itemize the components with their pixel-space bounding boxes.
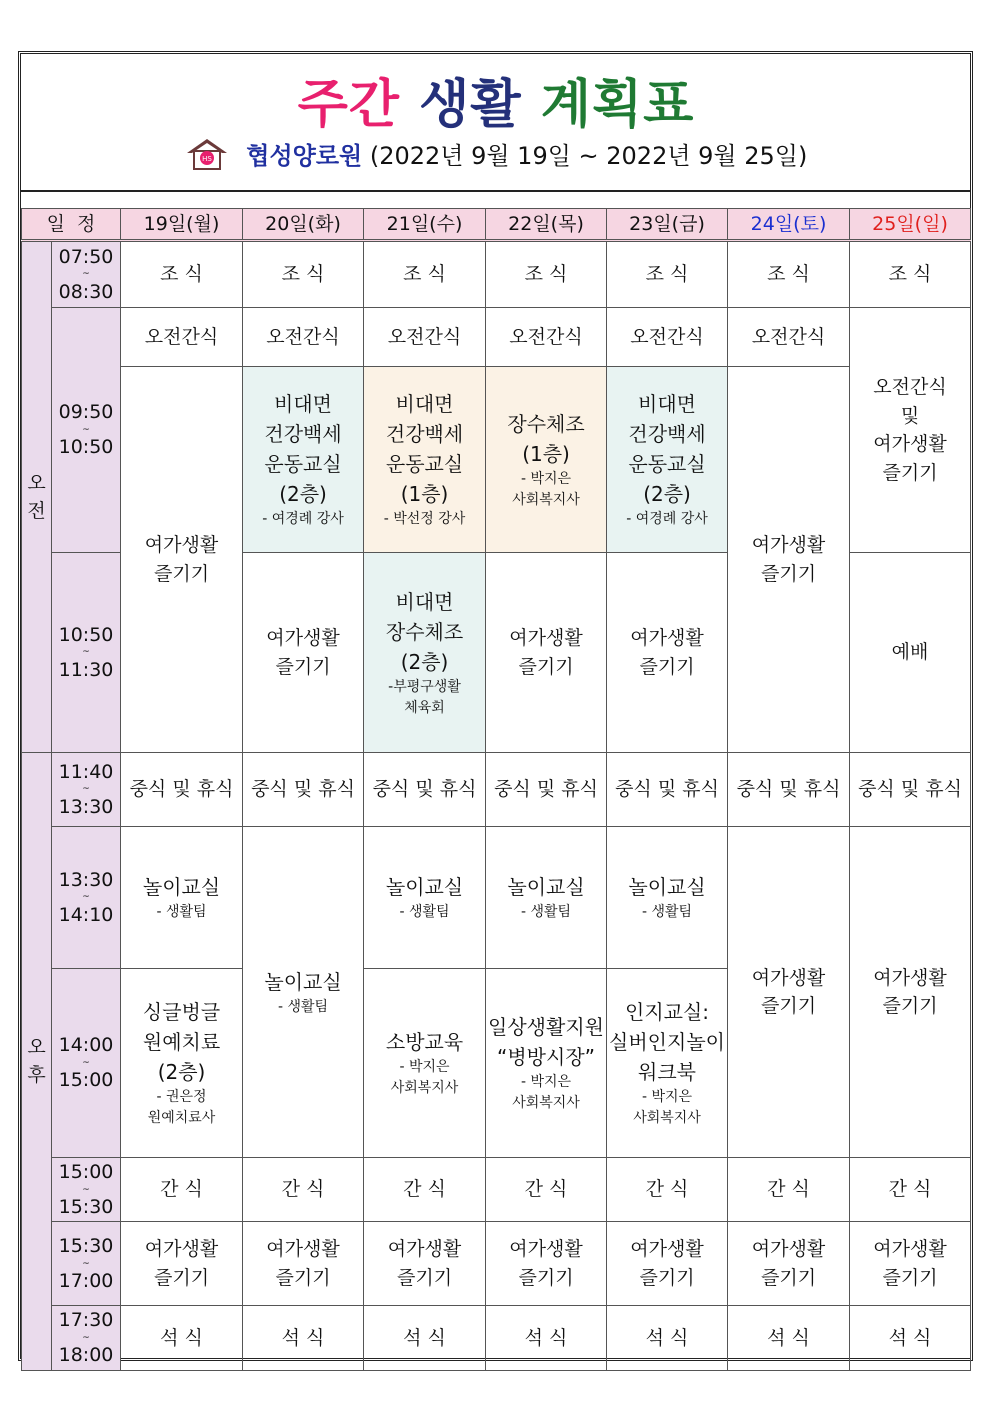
cell-fri-play: 놀이교실 - 생활팀 [607, 827, 728, 969]
day-header-sat: 24일(토) [728, 209, 850, 241]
schedule-table [21, 208, 971, 1371]
cell-lunch: 중식 및 휴식 [850, 753, 971, 827]
cell-breakfast: 조 식 [364, 241, 486, 308]
row-dinner [22, 1306, 971, 1370]
header-row [22, 209, 971, 241]
cell-lunch: 중식 및 휴식 [243, 753, 364, 827]
cell-mon-play: 놀이교실 - 생활팀 [121, 827, 243, 969]
cell-morning-snack: 오전간식 [486, 308, 607, 367]
divider [21, 190, 970, 192]
cell-breakfast: 조 식 [728, 241, 850, 308]
day-header-wed: 21일(수) [364, 209, 486, 241]
cell-lunch: 중식 및 휴식 [486, 753, 607, 827]
cell-sun-morning: 오전간식 및 여가생활 즐기기 [850, 308, 971, 553]
row-1330 [22, 827, 971, 969]
cell-dinner: 석 식 [728, 1306, 850, 1370]
cell-leisure: 여가생활 즐기기 [364, 1222, 486, 1306]
cell-snack: 간 식 [364, 1158, 486, 1222]
title-part-3: 계획표 [540, 75, 695, 135]
day-header-thu: 22일(목) [486, 209, 607, 241]
logo-text: HS [201, 155, 212, 163]
cell-leisure: 여가생활 즐기기 [486, 1222, 607, 1306]
cell-dinner: 석 식 [850, 1306, 971, 1370]
cell-dinner: 석 식 [243, 1306, 364, 1370]
cell-mon-gardening: 싱글벙글 원예치료 (2층) - 권은정 원예치료사 [121, 969, 243, 1158]
cell-leisure: 여가생활 즐기기 [607, 1222, 728, 1306]
day-header-fri: 23일(금) [607, 209, 728, 241]
cell-breakfast: 조 식 [486, 241, 607, 308]
time-1330: 13:30 ~ 14:10 [52, 827, 121, 969]
time-1530: 15:30 ~ 17:00 [52, 1222, 121, 1306]
cell-dinner: 석 식 [486, 1306, 607, 1370]
cell-sat-leisure: 여가생활 즐기기 [728, 367, 850, 753]
cell-lunch: 중식 및 휴식 [728, 753, 850, 827]
subtitle [0, 136, 992, 177]
cell-breakfast: 조 식 [121, 241, 243, 308]
time-1500: 15:00 ~ 15:30 [52, 1158, 121, 1222]
cell-thu-jangsu: 장수체조 (1층) - 박지은 사회복지사 [486, 367, 607, 553]
cell-sat-pm-leisure: 여가생활 즐기기 [728, 827, 850, 1158]
cell-snack: 간 식 [607, 1158, 728, 1222]
cell-wed-play: 놀이교실 - 생활팀 [364, 827, 486, 969]
cell-lunch: 중식 및 휴식 [607, 753, 728, 827]
row-0950 [22, 367, 971, 553]
house-logo-icon [185, 137, 229, 177]
cell-dinner: 석 식 [607, 1306, 728, 1370]
cell-fri-health-class: 비대면 건강백세 운동교실 (2층) - 여경례 강사 [607, 367, 728, 553]
cell-breakfast: 조 식 [243, 241, 364, 308]
cell-snack: 간 식 [728, 1158, 850, 1222]
time-0950: 09:50 ~ 10:50 [52, 308, 121, 553]
time-1400: 14:00 ~ 15:00 [52, 969, 121, 1158]
cell-fri-cognitive: 인지교실: 실버인지놀이 워크북 - 박지은 사회복지사 [607, 969, 728, 1158]
cell-sun-worship: 예배 [850, 553, 971, 753]
cell-tue-play: 놀이교실 - 생활팀 [243, 827, 364, 1158]
cell-mon-leisure: 여가생활 즐기기 [121, 367, 243, 753]
cell-sun-pm-leisure: 여가생활 즐기기 [850, 827, 971, 1158]
side-label-am: 오 전 [22, 241, 52, 753]
cell-leisure: 여가생활 즐기기 [850, 1222, 971, 1306]
day-header-tue: 20일(화) [243, 209, 364, 241]
cell-morning-snack: 오전간식 [121, 308, 243, 367]
cell-leisure: 여가생활 즐기기 [243, 1222, 364, 1306]
cell-tue-leisure: 여가생활 즐기기 [243, 553, 364, 753]
title-part-2: 생활 [419, 75, 522, 135]
cell-morning-snack: 오전간식 [364, 308, 486, 367]
date-range: (2022년 9월 19일 ~ 2022년 9월 25일) [369, 142, 808, 170]
cell-thu-leisure: 여가생활 즐기기 [486, 553, 607, 753]
cell-morning-snack: 오전간식 [728, 308, 850, 367]
time-1050: 10:50 ~ 11:30 [52, 553, 121, 753]
cell-breakfast: 조 식 [607, 241, 728, 308]
cell-morning-snack: 오전간식 [607, 308, 728, 367]
row-lunch [22, 753, 971, 827]
time-0750: 07:50 ~ 08:30 [52, 241, 121, 308]
cell-thu-play: 놀이교실 - 생활팀 [486, 827, 607, 969]
title-part-1: 주간 [297, 75, 401, 135]
cell-leisure: 여가생활 즐기기 [121, 1222, 243, 1306]
side-label-pm: 오 후 [22, 753, 52, 1371]
cell-wed-jangsu: 비대면 장수체조 (2층) -부평구생활 체육회 [364, 553, 486, 753]
cell-wed-health-class: 비대면 건강백세 운동교실 (1층) - 박선정 강사 [364, 367, 486, 553]
row-breakfast [22, 241, 971, 308]
day-header-mon: 19일(월) [121, 209, 243, 241]
cell-thu-daily-life: 일상생활지원 “병방시장” - 박지은 사회복지사 [486, 969, 607, 1158]
cell-tue-health-class: 비대면 건강백세 운동교실 (2층) - 여경례 강사 [243, 367, 364, 553]
page-title [0, 62, 992, 137]
cell-snack: 간 식 [486, 1158, 607, 1222]
cell-leisure: 여가생활 즐기기 [728, 1222, 850, 1306]
cell-snack: 간 식 [850, 1158, 971, 1222]
cell-lunch: 중식 및 휴식 [121, 753, 243, 827]
cell-snack: 간 식 [121, 1158, 243, 1222]
time-1140: 11:40 ~ 13:30 [52, 753, 121, 827]
cell-snack: 간 식 [243, 1158, 364, 1222]
cell-wed-fire: 소방교육 - 박지은 사회복지사 [364, 969, 486, 1158]
cell-lunch: 중식 및 휴식 [364, 753, 486, 827]
org-name: 협성양로원 [246, 142, 363, 170]
row-snack [22, 1158, 971, 1222]
header-label: 일 정 [22, 209, 121, 241]
cell-dinner: 석 식 [121, 1306, 243, 1370]
cell-dinner: 석 식 [364, 1306, 486, 1370]
cell-fri-leisure: 여가생활 즐기기 [607, 553, 728, 753]
day-header-sun: 25일(일) [850, 209, 971, 241]
time-1730: 17:30 ~ 18:00 [52, 1306, 121, 1370]
row-morning-snack [22, 308, 971, 367]
cell-morning-snack: 오전간식 [243, 308, 364, 367]
row-1530 [22, 1222, 971, 1306]
cell-breakfast: 조 식 [850, 241, 971, 308]
